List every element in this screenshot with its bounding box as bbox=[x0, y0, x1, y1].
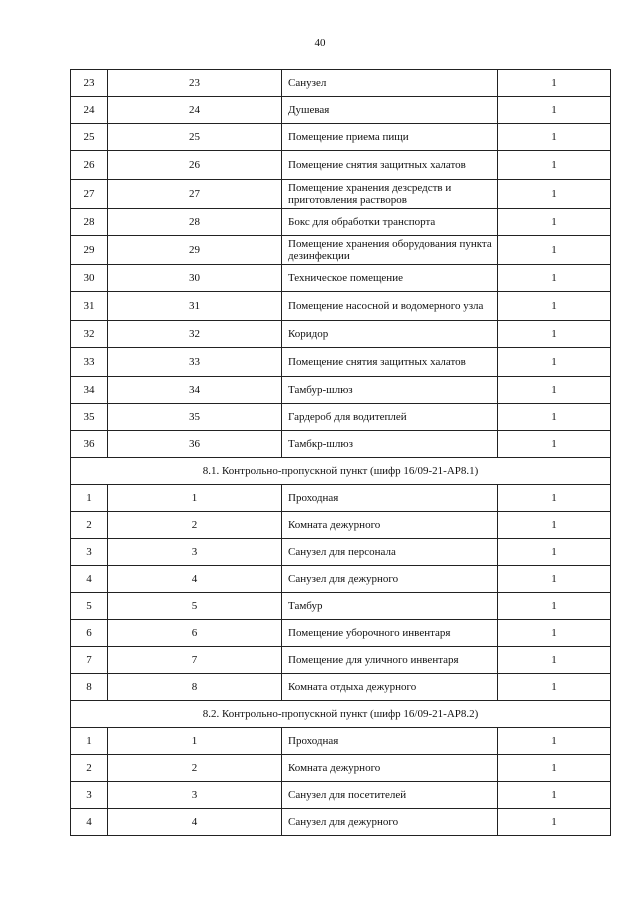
table-row bbox=[71, 539, 611, 566]
cell-quantity: 1 bbox=[498, 593, 611, 620]
cell-quantity: 1 bbox=[498, 97, 611, 124]
cell-number: 2 bbox=[71, 512, 108, 539]
section-heading: 8.2. Контрольно-пропускной пункт (шифр 16/09-21-АР8.2) bbox=[71, 701, 611, 728]
table-row bbox=[71, 321, 611, 348]
section-heading: 8.1. Контрольно-пропускной пункт (шифр 16/09-21-АР8.1) bbox=[71, 458, 611, 485]
table-row bbox=[71, 593, 611, 620]
cell-position: 2 bbox=[108, 755, 282, 782]
cell-room-name: Помещение уборочного инвентаря bbox=[282, 620, 498, 647]
cell-number: 31 bbox=[71, 292, 108, 321]
cell-position: 34 bbox=[108, 377, 282, 404]
cell-quantity: 1 bbox=[498, 70, 611, 97]
cell-room-name: Тамбкр-шлюз bbox=[282, 431, 498, 458]
cell-room-name: Коридор bbox=[282, 321, 498, 348]
cell-room-name: Душевая bbox=[282, 97, 498, 124]
cell-number: 1 bbox=[71, 485, 108, 512]
cell-position: 24 bbox=[108, 97, 282, 124]
cell-position: 32 bbox=[108, 321, 282, 348]
cell-position: 35 bbox=[108, 404, 282, 431]
table-row bbox=[71, 782, 611, 809]
table-row bbox=[71, 485, 611, 512]
cell-position: 25 bbox=[108, 124, 282, 151]
cell-position: 1 bbox=[108, 728, 282, 755]
cell-position: 7 bbox=[108, 647, 282, 674]
cell-position: 28 bbox=[108, 209, 282, 236]
cell-number: 29 bbox=[71, 236, 108, 265]
section-heading-row bbox=[71, 701, 611, 728]
table-row bbox=[71, 566, 611, 593]
table-row bbox=[71, 728, 611, 755]
cell-quantity: 1 bbox=[498, 485, 611, 512]
cell-quantity: 1 bbox=[498, 620, 611, 647]
rooms-table bbox=[70, 69, 611, 836]
cell-number: 8 bbox=[71, 674, 108, 701]
table-row bbox=[71, 292, 611, 321]
cell-room-name: Комната дежурного bbox=[282, 512, 498, 539]
cell-number: 32 bbox=[71, 321, 108, 348]
cell-number: 28 bbox=[71, 209, 108, 236]
cell-position: 30 bbox=[108, 265, 282, 292]
cell-room-name: Комната отдыха дежурного bbox=[282, 674, 498, 701]
cell-number: 6 bbox=[71, 620, 108, 647]
cell-quantity: 1 bbox=[498, 292, 611, 321]
table-row bbox=[71, 70, 611, 97]
cell-quantity: 1 bbox=[498, 809, 611, 836]
cell-quantity: 1 bbox=[498, 539, 611, 566]
table-row bbox=[71, 647, 611, 674]
cell-number: 2 bbox=[71, 755, 108, 782]
cell-number: 35 bbox=[71, 404, 108, 431]
cell-position: 27 bbox=[108, 180, 282, 209]
cell-number: 24 bbox=[71, 97, 108, 124]
cell-position: 2 bbox=[108, 512, 282, 539]
cell-number: 4 bbox=[71, 566, 108, 593]
cell-position: 4 bbox=[108, 809, 282, 836]
cell-room-name: Тамбур-шлюз bbox=[282, 377, 498, 404]
cell-room-name: Техническое помещение bbox=[282, 265, 498, 292]
cell-room-name: Тамбур bbox=[282, 593, 498, 620]
cell-quantity: 1 bbox=[498, 209, 611, 236]
table-row bbox=[71, 431, 611, 458]
cell-quantity: 1 bbox=[498, 566, 611, 593]
cell-room-name: Проходная bbox=[282, 728, 498, 755]
cell-position: 1 bbox=[108, 485, 282, 512]
cell-position: 33 bbox=[108, 348, 282, 377]
cell-number: 27 bbox=[71, 180, 108, 209]
cell-quantity: 1 bbox=[498, 124, 611, 151]
table-row bbox=[71, 755, 611, 782]
cell-number: 36 bbox=[71, 431, 108, 458]
table-row bbox=[71, 151, 611, 180]
cell-quantity: 1 bbox=[498, 265, 611, 292]
cell-quantity: 1 bbox=[498, 674, 611, 701]
cell-quantity: 1 bbox=[498, 728, 611, 755]
cell-quantity: 1 bbox=[498, 377, 611, 404]
table-row bbox=[71, 97, 611, 124]
table-row bbox=[71, 512, 611, 539]
table-row bbox=[71, 124, 611, 151]
cell-position: 29 bbox=[108, 236, 282, 265]
cell-room-name: Санузел для дежурного bbox=[282, 809, 498, 836]
table-row bbox=[71, 620, 611, 647]
cell-number: 4 bbox=[71, 809, 108, 836]
cell-quantity: 1 bbox=[498, 782, 611, 809]
cell-quantity: 1 bbox=[498, 151, 611, 180]
cell-position: 26 bbox=[108, 151, 282, 180]
cell-position: 8 bbox=[108, 674, 282, 701]
table-row bbox=[71, 265, 611, 292]
table-row bbox=[71, 348, 611, 377]
cell-number: 3 bbox=[71, 782, 108, 809]
cell-room-name: Помещение хранения дезсредств и приготовления растворов bbox=[282, 180, 498, 209]
table-row bbox=[71, 236, 611, 265]
cell-position: 6 bbox=[108, 620, 282, 647]
cell-room-name: Помещение снятия защитных халатов bbox=[282, 348, 498, 377]
cell-quantity: 1 bbox=[498, 647, 611, 674]
cell-quantity: 1 bbox=[498, 236, 611, 265]
cell-number: 34 bbox=[71, 377, 108, 404]
cell-room-name: Помещение для уличного инвентаря bbox=[282, 647, 498, 674]
cell-number: 3 bbox=[71, 539, 108, 566]
table-row bbox=[71, 674, 611, 701]
cell-room-name: Санузел bbox=[282, 70, 498, 97]
cell-number: 33 bbox=[71, 348, 108, 377]
cell-quantity: 1 bbox=[498, 431, 611, 458]
cell-quantity: 1 bbox=[498, 321, 611, 348]
cell-position: 5 bbox=[108, 593, 282, 620]
cell-quantity: 1 bbox=[498, 180, 611, 209]
cell-room-name: Помещение насосной и водомерного узла bbox=[282, 292, 498, 321]
table-row bbox=[71, 209, 611, 236]
cell-room-name: Комната дежурного bbox=[282, 755, 498, 782]
cell-position: 3 bbox=[108, 782, 282, 809]
cell-room-name: Помещение приема пищи bbox=[282, 124, 498, 151]
cell-room-name: Помещение хранения оборудования пункта дезинфекции bbox=[282, 236, 498, 265]
rooms-table-body bbox=[71, 70, 611, 836]
cell-number: 25 bbox=[71, 124, 108, 151]
cell-room-name: Санузел для дежурного bbox=[282, 566, 498, 593]
table-row bbox=[71, 377, 611, 404]
cell-number: 26 bbox=[71, 151, 108, 180]
table-row bbox=[71, 809, 611, 836]
cell-quantity: 1 bbox=[498, 755, 611, 782]
cell-room-name: Проходная bbox=[282, 485, 498, 512]
cell-quantity: 1 bbox=[498, 404, 611, 431]
cell-number: 1 bbox=[71, 728, 108, 755]
section-heading-row bbox=[71, 458, 611, 485]
cell-room-name: Санузел для посетителей bbox=[282, 782, 498, 809]
cell-number: 30 bbox=[71, 265, 108, 292]
page-number: 40 bbox=[314, 37, 326, 49]
cell-quantity: 1 bbox=[498, 512, 611, 539]
cell-quantity: 1 bbox=[498, 348, 611, 377]
cell-position: 31 bbox=[108, 292, 282, 321]
cell-position: 3 bbox=[108, 539, 282, 566]
cell-number: 5 bbox=[71, 593, 108, 620]
table-row bbox=[71, 180, 611, 209]
cell-room-name: Бокс для обработки транспорта bbox=[282, 209, 498, 236]
cell-number: 7 bbox=[71, 647, 108, 674]
table-row bbox=[71, 404, 611, 431]
cell-position: 36 bbox=[108, 431, 282, 458]
cell-position: 23 bbox=[108, 70, 282, 97]
cell-room-name: Помещение снятия защитных халатов bbox=[282, 151, 498, 180]
cell-room-name: Санузел для персонала bbox=[282, 539, 498, 566]
cell-number: 23 bbox=[71, 70, 108, 97]
cell-room-name: Гардероб для водитеплей bbox=[282, 404, 498, 431]
cell-position: 4 bbox=[108, 566, 282, 593]
